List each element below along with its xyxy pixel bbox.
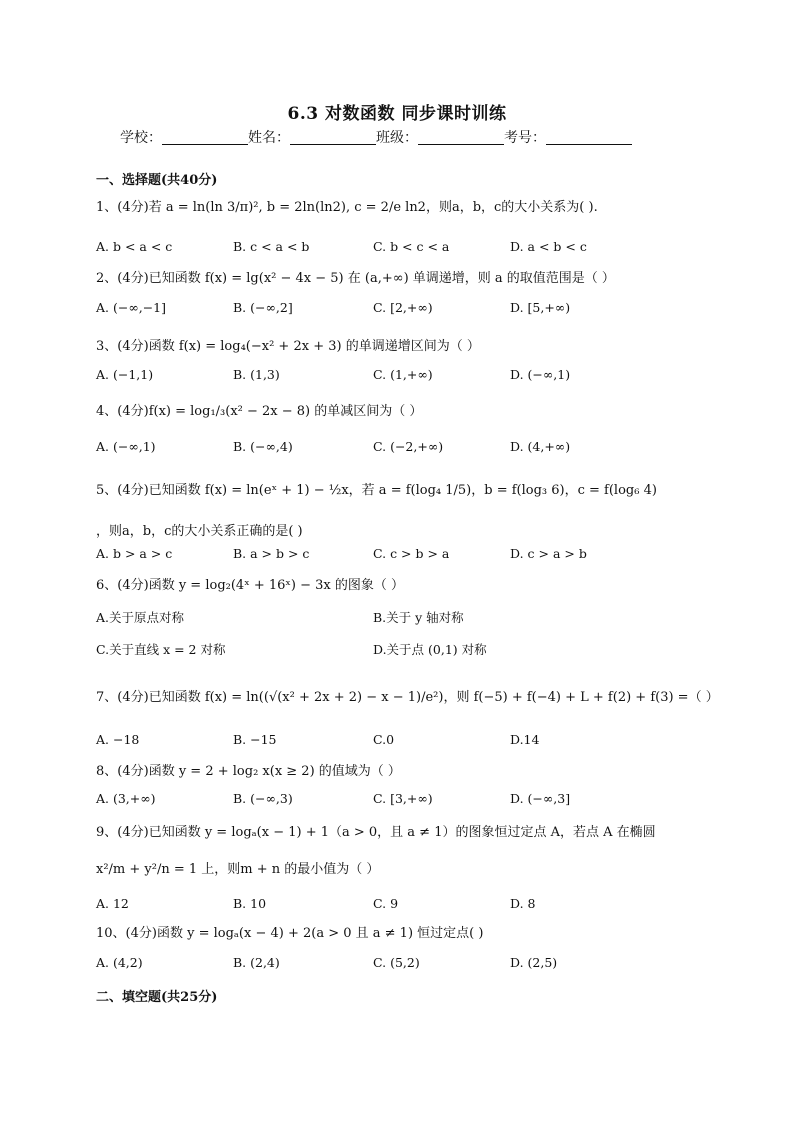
- number-blank[interactable]: [546, 130, 632, 145]
- q5-option-d[interactable]: D. c > a > b: [510, 546, 587, 561]
- question-9: 9、(4分)已知函数 y = logₐ(x − 1) + 1（a > 0，且 a ≠ 1）的图象恒过定点 A，若点 A 在椭圆: [96, 825, 656, 840]
- q6-option-d[interactable]: D.关于点 (0,1) 对称: [373, 642, 487, 657]
- q4-option-c[interactable]: C. (−2,+∞): [373, 439, 444, 454]
- question-10-text: 函数 y = logₐ(x − 4) + 2(a > 0 且 a ≠ 1) 恒过定点( ): [156, 926, 484, 941]
- question-8: 8、(4分)函数 y = 2 + log₂ x(x ≥ 2) 的值域为（ ）: [96, 764, 401, 779]
- question-3: 3、(4分)函数 f(x) = log₄(−x² + 2x + 3) 的单调递增区间为（ ）: [96, 339, 480, 354]
- question-9-text: 已知函数 y = logₐ(x − 1) + 1（a > 0，且 a ≠ 1）的图象恒过定点 A，若点 A 在椭圆: [148, 825, 656, 840]
- question-5-text: 已知函数 f(x) = ln(eˣ + 1) − ½x，若 a = f(log₄ 1/5)，b = f(log₃ 6)，c = f(log₆ 4): [148, 483, 657, 498]
- school-label: 学校：: [120, 130, 162, 146]
- q10-option-a[interactable]: A. (4,2): [96, 955, 143, 970]
- question-8-text: 函数 y = 2 + log₂ x(x ≥ 2) 的值域为（ ）: [148, 764, 401, 779]
- q9-option-c[interactable]: C. 9: [373, 896, 399, 911]
- question-5-continued: ，则a，b，c的大小关系正确的是( ): [96, 524, 303, 539]
- q1-option-d[interactable]: D. a < b < c: [510, 239, 587, 254]
- q4-option-d[interactable]: D. (4,+∞): [510, 439, 571, 454]
- question-5: 5、(4分)已知函数 f(x) = ln(eˣ + 1) − ½x，若 a = f(log₄ 1/5)，b = f(log₃ 6)，c = f(log₆ 4): [96, 483, 657, 498]
- question-2: 2、(4分)已知函数 f(x) = lg(x² − 4x − 5) 在 (a,+∞) 单调递增，则 a 的取值范围是（ ）: [96, 271, 615, 286]
- school-blank[interactable]: [162, 130, 248, 145]
- question-2-text: 已知函数 f(x) = lg(x² − 4x − 5) 在 (a,+∞) 单调递增，则 a 的取值范围是（ ）: [148, 271, 615, 286]
- q3-option-d[interactable]: D. (−∞,1): [510, 367, 571, 382]
- q10-option-c[interactable]: C. (5,2): [373, 955, 420, 970]
- question-1-text: 若 a = ln(ln 3/π)², b = 2ln(ln2), c = 2/e ln2，则a，b，c的大小关系为( ).: [148, 200, 598, 215]
- q7-option-d[interactable]: D.14: [510, 732, 540, 747]
- class-label: 班级：: [376, 130, 418, 146]
- section-fill-heading: 二、填空题(共25分): [96, 990, 218, 1005]
- page-title: 6.3 对数函数 同步课时训练: [287, 104, 507, 124]
- question-1: 1、(4分)若 a = ln(ln 3/π)², b = 2ln(ln2), c = 2/e ln2，则a，b，c的大小关系为( ).: [96, 200, 598, 215]
- q6-option-a[interactable]: A.关于原点对称: [96, 610, 185, 625]
- q9-option-a[interactable]: A. 12: [96, 896, 129, 911]
- q5-option-c[interactable]: C. c > b > a: [373, 546, 450, 561]
- q1-option-a[interactable]: A. b < a < c: [96, 239, 173, 254]
- question-4-text: f(x) = log₁/₃(x² − 2x − 8) 的单减区间为（ ）: [148, 404, 423, 419]
- q3-option-c[interactable]: C. (1,+∞): [373, 367, 433, 382]
- q4-option-a[interactable]: A. (−∞,1): [96, 439, 156, 454]
- q10-option-b[interactable]: B. (2,4): [233, 955, 280, 970]
- q6-option-c[interactable]: C.关于直线 x = 2 对称: [96, 642, 226, 657]
- q7-option-b[interactable]: B. −15: [233, 732, 277, 747]
- q9-option-b[interactable]: B. 10: [233, 896, 267, 911]
- q9-option-d[interactable]: D. 8: [510, 896, 536, 911]
- q1-option-b[interactable]: B. c < a < b: [233, 239, 310, 254]
- q5-option-b[interactable]: B. a > b > c: [233, 546, 310, 561]
- student-info-line: [120, 127, 632, 147]
- q1-option-c[interactable]: C. b < c < a: [373, 239, 450, 254]
- q2-option-c[interactable]: C. [2,+∞): [373, 300, 433, 315]
- question-6: 6、(4分)函数 y = log₂(4ˣ + 16ˣ) − 3x 的图象（ ）: [96, 578, 405, 593]
- q8-option-b[interactable]: B. (−∞,3): [233, 791, 293, 806]
- question-9-continued: x²/m + y²/n = 1 上，则m + n 的最小值为（ ）: [96, 862, 380, 877]
- question-7-text: 已知函数 f(x) = ln((√(x² + 2x + 2) − x − 1)/e²)，则 f(−5) + f(−4) + L + f(2) + f(3) =（ ）: [148, 690, 719, 705]
- name-label: 姓名：: [248, 130, 290, 146]
- number-label: 考号：: [504, 130, 546, 146]
- q2-option-d[interactable]: D. [5,+∞): [510, 300, 571, 315]
- question-4: 4、(4分)f(x) = log₁/₃(x² − 2x − 8) 的单减区间为（ ）: [96, 404, 423, 419]
- q2-option-b[interactable]: B. (−∞,2]: [233, 300, 293, 315]
- question-3-text: 函数 f(x) = log₄(−x² + 2x + 3) 的单调递增区间为（ ）: [148, 339, 480, 354]
- name-blank[interactable]: [290, 130, 376, 145]
- question-7: 7、(4分)已知函数 f(x) = ln((√(x² + 2x + 2) − x − 1)/e²)，则 f(−5) + f(−4) + L + f(2) + f(3) =（ ）: [96, 690, 719, 705]
- question-10: 10、(4分)函数 y = logₐ(x − 4) + 2(a > 0 且 a ≠ 1) 恒过定点( ): [96, 926, 484, 941]
- q5-option-a[interactable]: A. b > a > c: [96, 546, 173, 561]
- q4-option-b[interactable]: B. (−∞,4): [233, 439, 293, 454]
- q10-option-d[interactable]: D. (2,5): [510, 955, 558, 970]
- q2-option-a[interactable]: A. (−∞,−1]: [96, 300, 167, 315]
- q6-option-b[interactable]: B.关于 y 轴对称: [373, 610, 464, 625]
- q7-option-c[interactable]: C.0: [373, 732, 395, 747]
- section-choice-heading: 一、选择题(共40分): [96, 173, 218, 188]
- q8-option-d[interactable]: D. (−∞,3]: [510, 791, 571, 806]
- q7-option-a[interactable]: A. −18: [96, 732, 140, 747]
- q3-option-a[interactable]: A. (−1,1): [96, 367, 154, 382]
- q8-option-c[interactable]: C. [3,+∞): [373, 791, 433, 806]
- q8-option-a[interactable]: A. (3,+∞): [96, 791, 156, 806]
- class-blank[interactable]: [418, 130, 504, 145]
- q3-option-b[interactable]: B. (1,3): [233, 367, 280, 382]
- question-6-text: 函数 y = log₂(4ˣ + 16ˣ) − 3x 的图象（ ）: [148, 578, 405, 593]
